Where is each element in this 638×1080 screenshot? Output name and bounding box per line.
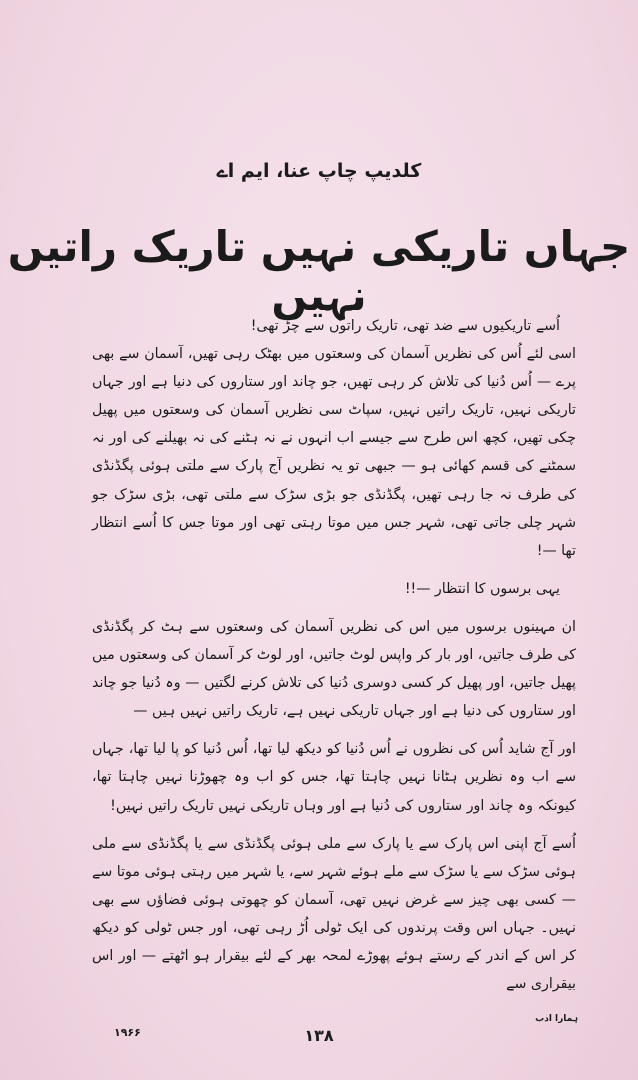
paragraph-1: اُسے تاریکیوں سے ضد تھی، تاریک راتوں سے چڑ تھی! (250, 318, 560, 334)
paragraph-6: اُسے آج اپنی اس پارک سے یا پارک سے ملی ہوئی پگڈنڈی سے یا پگڈنڈی سے ملی ہوئی سڑک سے یا سڑک سے ملے ہوئے شہر سے، یا شہر میں رہتی ہوئی موتا سے — کسی بھی چیز سے غرض نہیں تھی، آسمان کو چھوتی ہوئی فضاؤں سے بھی نہیں۔ جہاں اس وقت پرندوں کی ایک ٹولی اُڑ رہی تھی، اور جس ٹولی کو دیکھ کر اس کے اندر کے رستے ہوئے پھوڑے لمحہ بھر کے لئے بیقرار ہو اٹھتے — اور اس بیقراری سے (92, 835, 576, 993)
page-footer (0, 1014, 638, 1046)
publication-year: ۱۹۶۶ (114, 1026, 141, 1039)
paragraph-4: ان مہینوں برسوں میں اس کی نظریں آسمان کی وسعتوں سے ہٹ کر پگڈنڈی کی طرف جاتیں، اور بار کر واپس لوٹ جاتیں، اور لوٹ کر آسمان کی وسعتوں میں پھیل جاتیں، اور پھیل کر کسی دوسری دُنیا کی تلاش کرنے لگتیں — وہ دُنیا جو چاند اور ستاروں کی دنیا ہے اور جہاں تاریکی نہیں ہے، تاریک راتیں نہیں ہیں — (92, 618, 576, 720)
magazine-name: ہمارا ادب (535, 1014, 578, 1024)
paragraph-3: یہی برسوں کا انتظار —!! (404, 580, 560, 597)
paragraph-2: اسی لئے اُس کی نظریں آسمان کی وسعتوں میں بھٹک رہی تھیں، آسمان سے بھی پرے — اُس دُنیا کی تلاش کر رہی تھیں، جو چاند اور ستاروں کی دنیا ہے اور جہاں تاریکی نہیں، تاریک راتیں نہیں، سپاٹ سی نظریں آسمان کی وسعتوں میں پھیل چکی تھیں، کچھ اس طرح سے جیسے اب انہوں نے نہ ہٹنے کی نہ بھیلنے کی اور نہ سمٹنے کی قسم کھائی ہو — جبھی تو یہ نظریں آج پارک سے ملتی ہوئی پگڈنڈی کی طرف نہ جا رہی تھیں، پگڈنڈی جو بڑی سڑک سے ملتی تھی، بڑی سڑک جو شہر چلی جاتی تھی، شہر جس میں موتا رہتی تھی اور موتا جس کا اُسے انتظار تھا —! (92, 346, 576, 559)
page-number: ۱۳۸ (304, 1026, 334, 1045)
story-title: جہاں تاریکی نہیں تاریک راتیں نہیں (7, 222, 631, 320)
author-byline: کلدیپ چاپ عنا، ایم اے (216, 160, 422, 182)
paragraph-5: اور آج شاید اُس کی نظروں نے اُس دُنیا کو دیکھ لیا تھا، اُس دُنیا کو پا لیا تھا، جہاں سے اب وہ نظریں ہٹانا نہیں چاہتا تھا، جس کو اب وہ چھوڑنا نہیں چاہتا تھا، کیونکہ وہ چاند اور ستاروں کی دُنیا ہے اور وہاں تاریکی نہیں تاریک راتیں نہیں! (92, 741, 576, 814)
story-body (92, 312, 576, 998)
